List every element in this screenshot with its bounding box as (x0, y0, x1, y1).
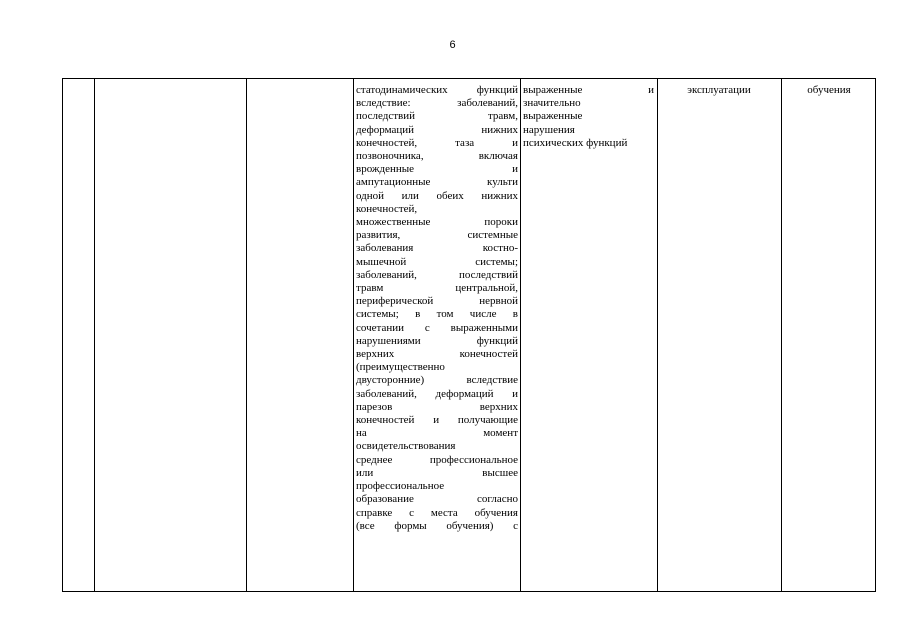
description-line: профессиональное (356, 480, 445, 493)
description-line: парезов верхних (356, 400, 518, 413)
description-line: конечностей и получающие (356, 414, 518, 427)
column-divider (657, 79, 658, 591)
description-line: (все формы обучения) с (356, 519, 518, 532)
description-line: деформаций нижних (356, 123, 518, 136)
description-line: (преимущественно (356, 361, 445, 374)
severity-line: психических функций (523, 136, 628, 149)
description-line: системы; в том числе в (356, 308, 518, 321)
description-line: мышечной системы; (356, 255, 518, 268)
description-line: среднее профессиональное (356, 453, 518, 466)
description-line: врожденные и (356, 163, 518, 176)
description-line: травм центральной, (356, 282, 518, 295)
description-line: последствий травм, (356, 110, 518, 123)
description-line: двусторонние) вследствие (356, 374, 518, 387)
description-line: справке с места обучения (356, 506, 518, 519)
description-line: заболевания костно- (356, 242, 518, 255)
page-number: 6 (449, 39, 456, 51)
description-line: конечностей, (356, 202, 418, 215)
requirements-table (62, 78, 876, 592)
severity-line: значительно (523, 97, 581, 110)
description-line: множественные пороки (356, 216, 518, 229)
description-line: одной или обеих нижних (356, 189, 518, 202)
description-line: на момент (356, 427, 518, 440)
description-line: освидетельствования (356, 440, 456, 453)
cell-training: обучения (807, 84, 851, 96)
description-line: образование согласно (356, 493, 518, 506)
description-line: вследствие: заболеваний, (356, 97, 518, 110)
description-line: ампутационные культи (356, 176, 518, 189)
description-line: верхних конечностей (356, 348, 518, 361)
description-line: статодинамических функций (356, 84, 518, 96)
column-divider (246, 79, 247, 591)
cell-exploitation: эксплуатации (687, 84, 751, 96)
description-line: нарушениями функций (356, 334, 518, 347)
column-divider (781, 79, 782, 591)
description-line: заболеваний, деформаций и (356, 387, 518, 400)
description-line: сочетании с выраженными (356, 321, 518, 334)
description-line: развития, системные (356, 229, 518, 242)
cell-impairment-severity (523, 84, 654, 150)
column-divider (94, 79, 95, 591)
column-divider (520, 79, 521, 591)
description-line: позвоночника, включая (356, 150, 518, 163)
severity-line: выраженные (523, 110, 583, 123)
description-line: конечностей, таза и (356, 136, 518, 149)
description-line: периферической нервной (356, 295, 518, 308)
description-line: заболеваний, последствий (356, 268, 518, 281)
severity-line: нарушения (523, 123, 575, 136)
column-divider (353, 79, 354, 591)
description-line: или высшее (356, 466, 518, 479)
cell-disability-description (356, 84, 518, 533)
severity-line: выраженные и (523, 84, 654, 96)
